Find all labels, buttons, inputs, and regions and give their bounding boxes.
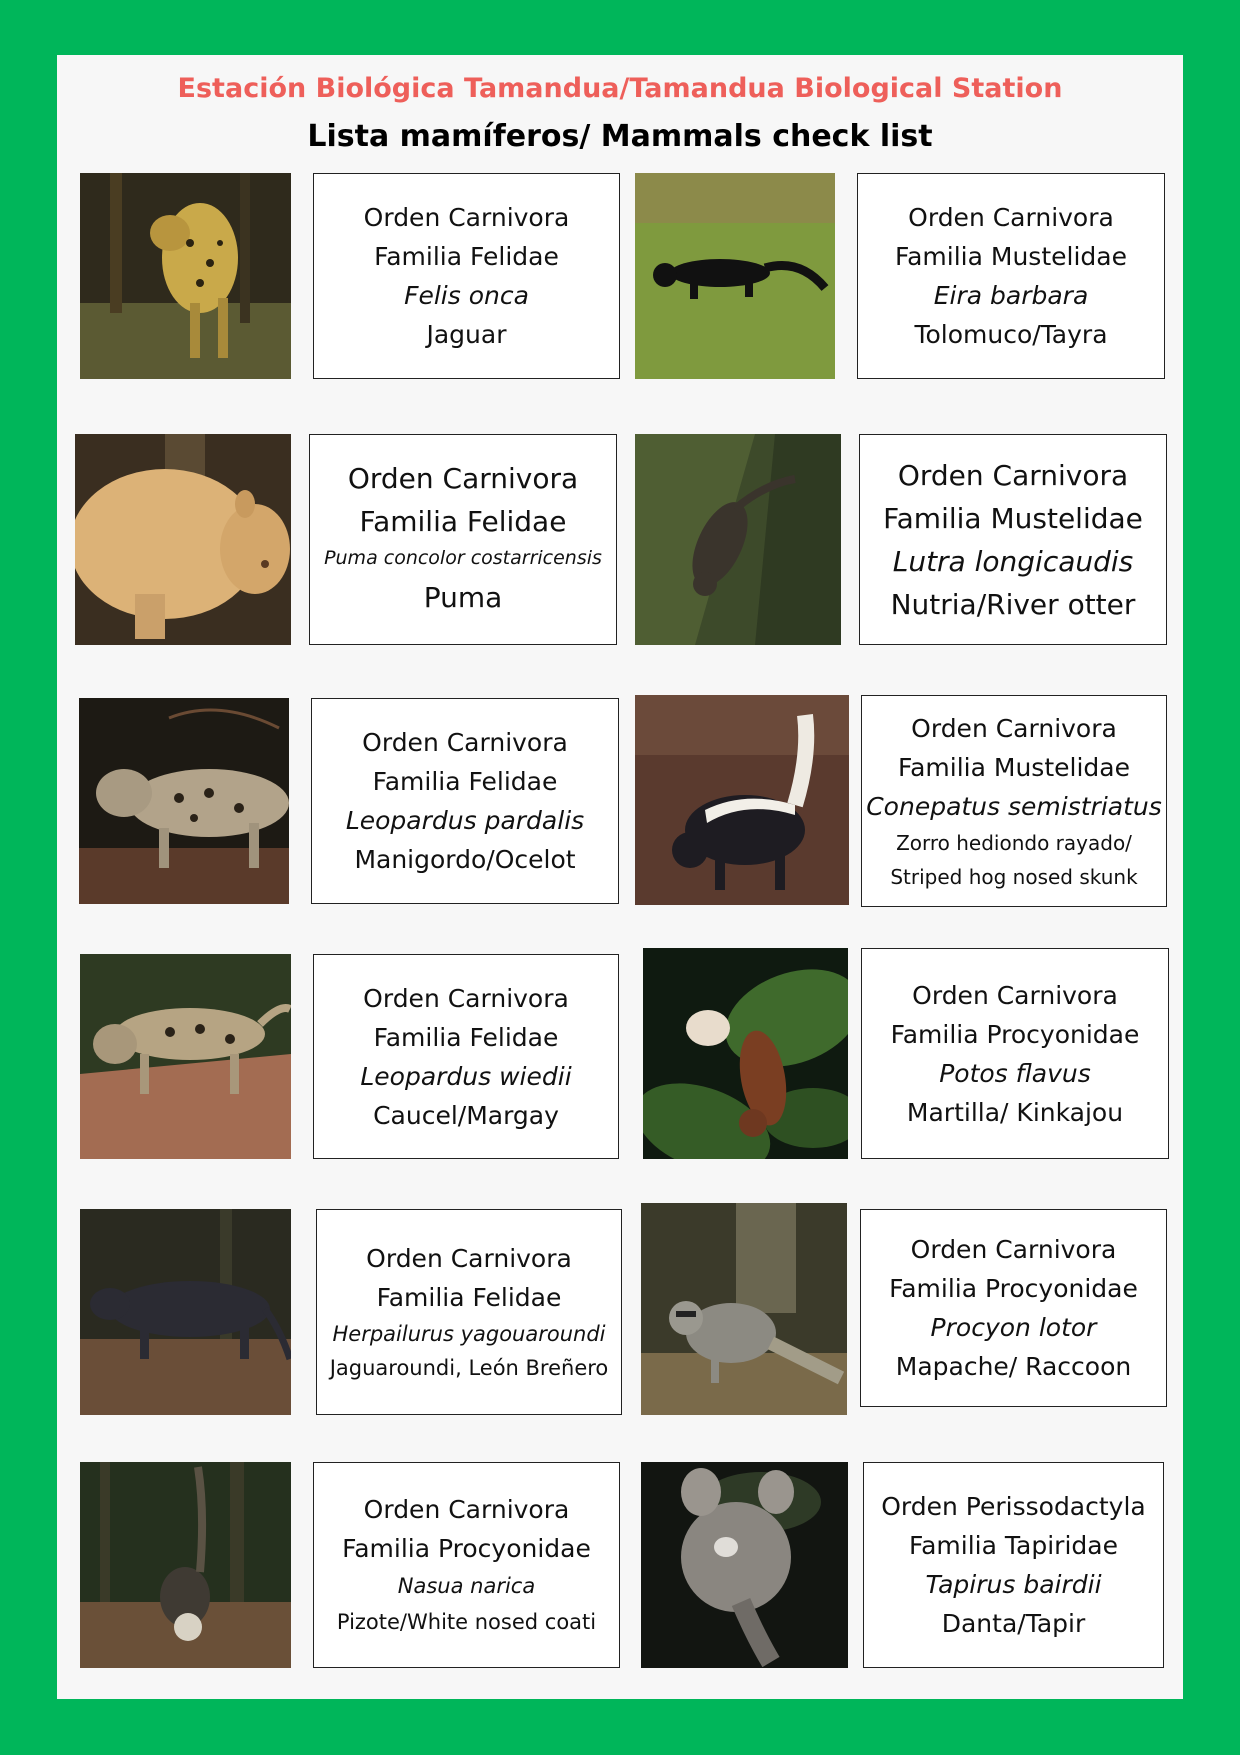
tapir-photo (641, 1462, 848, 1668)
family-label: Familia Felidae (372, 767, 558, 796)
common-name: Mapache/ Raccoon (895, 1352, 1132, 1381)
scientific-name: Felis onca (404, 281, 529, 310)
common-name: Nutria/River otter (890, 587, 1136, 621)
species-card-puma (309, 434, 617, 645)
common-name: Jaguaroundi, León Breñero (329, 1356, 609, 1380)
scientific-name: Nasua narica (397, 1574, 536, 1598)
species-card-tapir (863, 1462, 1164, 1668)
river-otter-photo (635, 434, 841, 645)
family-label: Familia Procyonidae (890, 1019, 1140, 1049)
scientific-name: Leopardus wiedii (360, 1061, 572, 1091)
family-label: Familia Felidae (373, 1022, 559, 1052)
species-card-kinkajou (861, 948, 1169, 1159)
common-name: Jaguar (426, 320, 507, 349)
checklist-page (57, 55, 1183, 1699)
family-label: Familia Procyonidae (342, 1534, 591, 1563)
common-name: Martilla/ Kinkajou (906, 1097, 1124, 1127)
family-label: Familia Felidae (359, 504, 567, 538)
jaguarundi-photo (80, 1209, 291, 1415)
scientific-name: Procyon lotor (930, 1313, 1097, 1342)
order-label: Orden Carnivora (911, 713, 1117, 743)
common-name: Tolomuco/Tayra (914, 320, 1108, 349)
order-label: Orden Carnivora (362, 728, 568, 757)
common-name: Danta/Tapir (941, 1609, 1086, 1638)
order-label: Orden Carnivora (912, 980, 1118, 1010)
family-label: Familia Tapiridae (909, 1531, 1118, 1560)
ocelot-photo (79, 698, 289, 904)
species-card-ocelot (311, 698, 619, 904)
order-label: Orden Carnivora (910, 1235, 1117, 1264)
scientific-name: Puma concolor costarricensis (324, 546, 602, 569)
common-name: Caucel/Margay (373, 1100, 559, 1130)
scientific-name: Herpailurus yagouaroundi (332, 1322, 606, 1346)
species-card-coati (313, 1462, 620, 1668)
scientific-name: Leopardus pardalis (345, 806, 585, 835)
species-card-skunk (861, 695, 1167, 907)
margay-photo (80, 954, 291, 1159)
jaguar-photo (80, 173, 291, 379)
order-label: Orden Carnivora (363, 203, 570, 232)
tayra-photo (635, 173, 835, 379)
family-label: Familia Mustelidae (898, 752, 1130, 782)
order-label: Orden Carnivora (363, 1495, 570, 1524)
scientific-name: Potos flavus (939, 1058, 1091, 1088)
order-label: Orden Carnivora (366, 1244, 572, 1273)
common-name: Manigordo/Ocelot (354, 845, 576, 874)
species-card-tayra (857, 173, 1165, 379)
species-card-jaguar (313, 173, 620, 379)
scientific-name: Lutra longicaudis (892, 544, 1134, 578)
scientific-name: Tapirus bairdii (925, 1570, 1102, 1599)
order-label: Orden Carnivora (897, 458, 1129, 492)
common-name-english: Striped hog nosed skunk (890, 864, 1138, 889)
kinkajou-photo (643, 948, 848, 1159)
page-subtitle: Lista mamíferos/ Mammals check list (307, 119, 933, 154)
species-card-raccoon (860, 1209, 1167, 1407)
order-label: Orden Carnivora (347, 461, 579, 495)
raccoon-photo (641, 1203, 847, 1415)
family-label: Familia Mustelidae (895, 242, 1127, 271)
common-name: Zorro hediondo rayado/ (896, 830, 1132, 855)
family-label: Familia Mustelidae (883, 501, 1143, 535)
order-label: Orden Carnivora (908, 203, 1114, 232)
common-name: Puma (423, 580, 503, 614)
species-card-river-otter (859, 434, 1167, 645)
family-label: Familia Procyonidae (889, 1274, 1138, 1303)
order-label: Orden Perissodactyla (881, 1492, 1146, 1521)
order-label: Orden Carnivora (363, 983, 569, 1013)
coati-photo (80, 1462, 291, 1668)
family-label: Familia Felidae (374, 242, 559, 271)
skunk-photo (635, 695, 849, 905)
puma-photo (75, 434, 291, 645)
scientific-name: Eira barbara (933, 281, 1089, 310)
family-label: Familia Felidae (376, 1283, 562, 1312)
common-name: Pizote/White nosed coati (336, 1610, 597, 1634)
species-card-jaguarundi (316, 1209, 622, 1415)
species-card-margay (313, 954, 619, 1159)
scientific-name: Conepatus semistriatus (866, 791, 1162, 821)
page-title: Estación Biológica Tamandua/Tamandua Biological Station (177, 73, 1063, 104)
